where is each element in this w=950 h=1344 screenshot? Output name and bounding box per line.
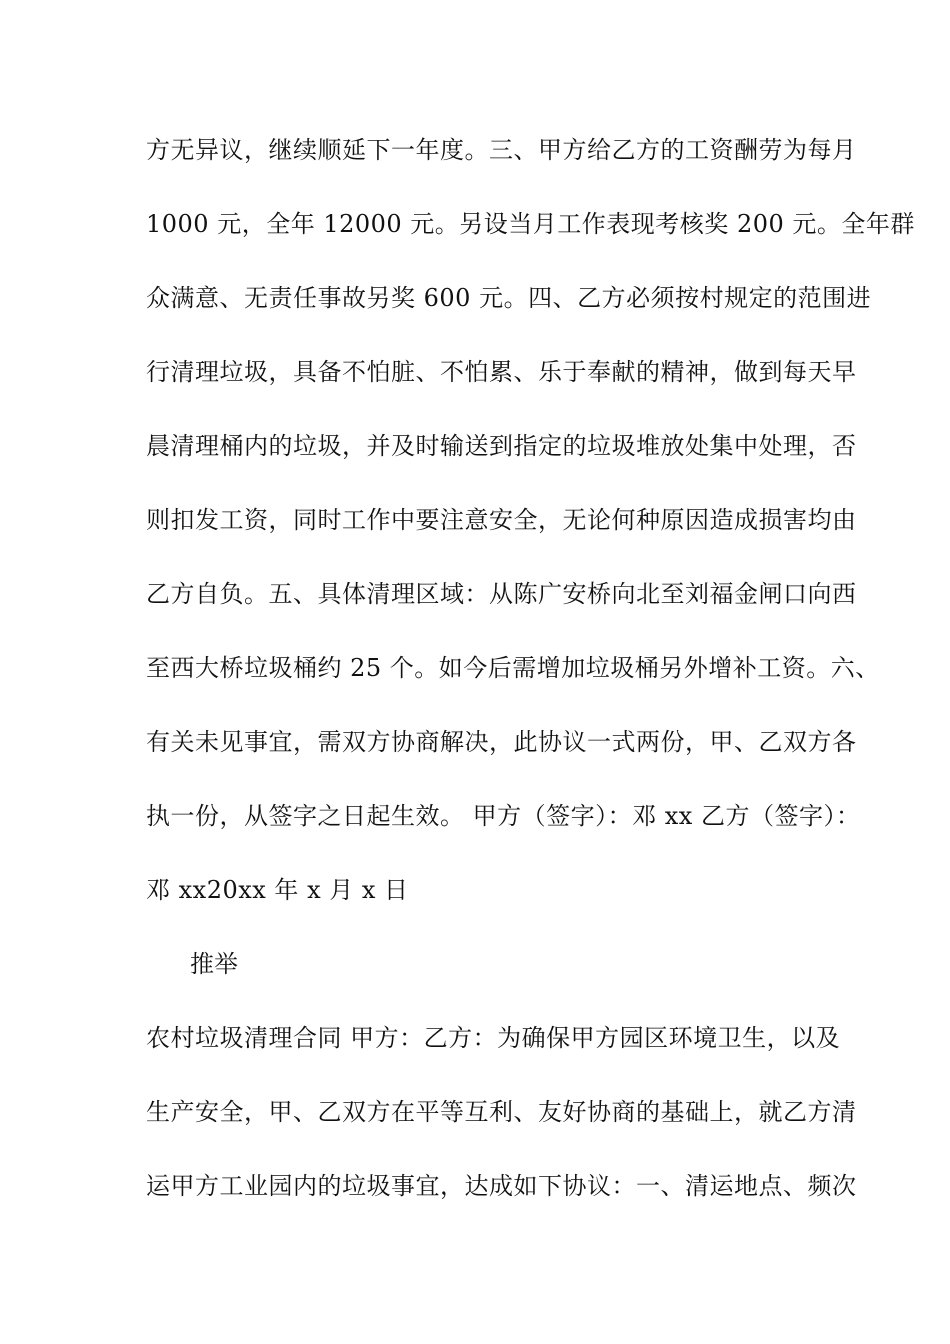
paragraph-line: 众满意、无责任事故另奖 600 元。四、乙方必须按村规定的范围进 — [146, 284, 872, 312]
paragraph-line: 乙方自负。五、具体清理区域：从陈广安桥向北至刘福金闸口向西 — [146, 580, 857, 608]
signature-line: 执一份，从签字之日起生效。 甲方（签字）：邓 xx 乙方（签字）： — [146, 802, 861, 830]
paragraph-line: 生产安全，甲、乙双方在平等互利、友好协商的基础上，就乙方清 — [146, 1098, 857, 1126]
paragraph-line: 则扣发工资，同时工作中要注意安全，无论何种原因造成损害均由 — [146, 506, 857, 534]
paragraph-line: 1000 元，全年 12000 元。另设当月工作表现考核奖 200 元。全年群 — [146, 210, 915, 238]
paragraph-line: 晨清理桶内的垃圾，并及时输送到指定的垃圾堆放处集中处理，否 — [146, 432, 857, 460]
date-line: 邓 xx20xx 年 x 月 x 日 — [146, 876, 409, 904]
contract-title-line: 农村垃圾清理合同 甲方：乙方：为确保甲方园区环境卫生，以及 — [146, 1024, 841, 1052]
paragraph-line: 有关未见事宜，需双方协商解决，此协议一式两份，甲、乙双方各 — [146, 728, 857, 756]
paragraph-line: 行清理垃圾，具备不怕脏、不怕累、乐于奉献的精神，做到每天早 — [146, 358, 857, 386]
paragraph-line: 方无异议，继续顺延下一年度。三、甲方给乙方的工资酬劳为每月 — [146, 136, 857, 164]
paragraph-line: 运甲方工业园内的垃圾事宜，达成如下协议：一、清运地点、频次 — [146, 1172, 857, 1200]
section-heading: 推举 — [190, 950, 238, 978]
paragraph-line: 至西大桥垃圾桶约 25 个。如今后需增加垃圾桶另外增补工资。六、 — [146, 654, 880, 682]
